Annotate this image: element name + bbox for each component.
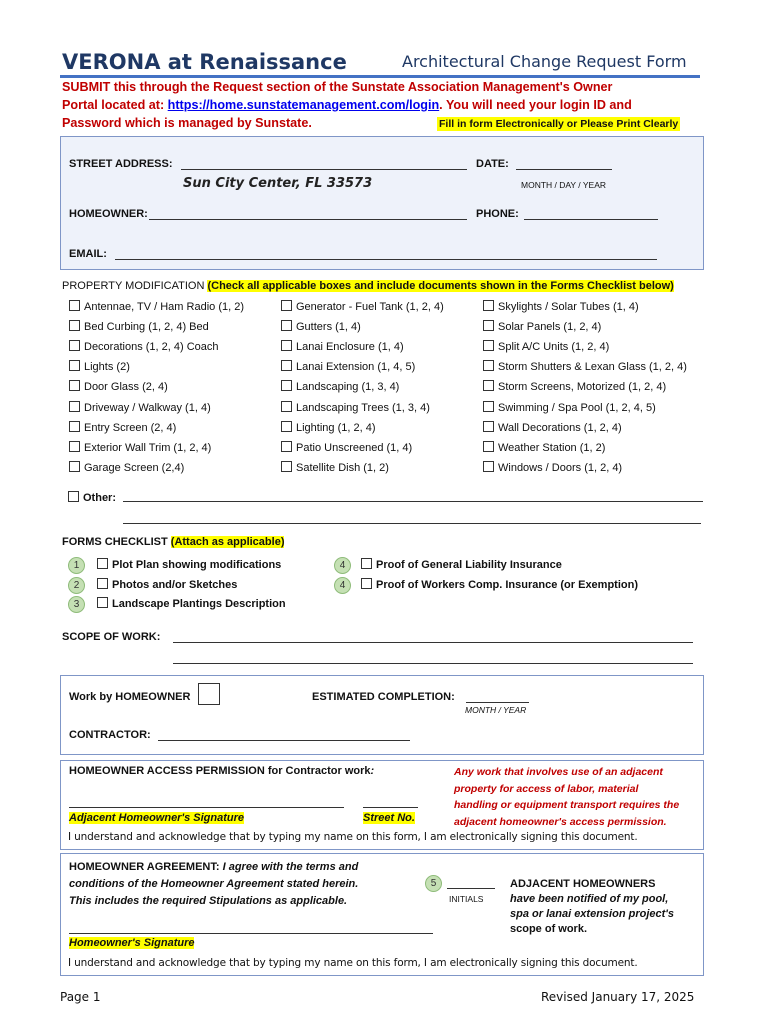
homeowner-field[interactable] [149,209,467,220]
property-modification-heading [62,280,674,292]
modification-option-label: Wall Decorations (1, 2, 4) [498,421,622,434]
modification-checkbox[interactable] [281,441,292,452]
modification-option-label: Gutters (1, 4) [296,321,361,334]
modification-checkbox[interactable] [69,320,80,331]
modification-option[interactable] [69,340,219,353]
access-note [454,764,679,830]
modification-option[interactable] [281,360,415,373]
modification-option-label: Bed Curbing (1, 2, 4) Bed [84,321,209,334]
access-note-line-4: adjacent homeowner's access permission. [454,815,667,828]
modification-checkbox[interactable] [281,401,292,412]
modification-checkbox[interactable] [69,300,80,311]
agreement-title: HOMEOWNER AGREEMENT: [69,861,220,873]
modification-option[interactable] [483,340,609,353]
modification-option[interactable] [281,300,444,313]
contractor-field[interactable] [158,730,410,741]
property-modification-instruction: (Check all applicable boxes and include documents shown in the Forms Checklist below) [207,280,674,292]
modification-option[interactable] [281,340,404,353]
date-label: DATE: [476,158,509,170]
work-box [60,675,704,755]
modification-option[interactable] [281,461,389,474]
modification-checkbox[interactable] [69,461,80,472]
access-permission-colon: : [370,765,375,777]
homeowner-signature-field[interactable] [69,923,433,934]
modification-checkbox[interactable] [483,380,494,391]
modification-option-label: Decorations (1, 2, 4) Coach [84,341,219,354]
modification-option[interactable] [483,300,639,313]
checklist-number-badge: 5 [425,875,442,892]
checklist-number-badge: 4 [334,557,351,574]
agreement-line-1: I agree with the terms and [219,861,359,873]
modification-checkbox[interactable] [483,401,494,412]
forms-checklist-label: FORMS CHECKLIST [62,536,171,548]
modification-option-label: Solar Panels (1, 2, 4) [498,321,602,334]
modification-checkbox[interactable] [483,441,494,452]
modification-option[interactable] [483,360,687,373]
work-by-homeowner-checkbox[interactable] [198,683,220,705]
modification-checkbox[interactable] [281,320,292,331]
adjacent-homeowners-title: ADJACENT HOMEOWNERS [510,878,656,890]
street-address-field[interactable] [181,159,467,170]
modification-option[interactable] [483,320,601,333]
modification-option-label: Entry Screen (2, 4) [84,421,177,434]
estimated-completion-field[interactable] [466,692,529,703]
checklist-item-label: Proof of Workers Comp. Insurance (or Exemption) [376,578,638,591]
modification-checkbox[interactable] [281,421,292,432]
modification-option[interactable] [69,401,211,414]
modification-checkbox[interactable] [69,401,80,412]
modification-option[interactable] [69,421,176,434]
modification-option[interactable] [69,441,211,454]
checklist-checkbox[interactable] [97,578,108,589]
estimated-completion-label: ESTIMATED COMPLETION: [312,691,455,703]
phone-field[interactable] [524,209,658,220]
modification-option[interactable] [69,320,209,333]
modification-option-label: Antennae, TV / Ham Radio (1, 2) [84,301,244,313]
modification-checkbox[interactable] [483,320,494,331]
street-no-label: Street No. [363,812,415,824]
form-title: Architectural Change Request Form [402,52,687,71]
modification-checkbox[interactable] [281,340,292,351]
work-by-homeowner-label: Work by HOMEOWNER [69,691,191,703]
checklist-number-badge: 1 [68,557,85,574]
modification-option[interactable] [69,461,184,474]
modification-option-label: Generator - Fuel Tank (1, 2, 4) [296,301,444,313]
modification-option-label: Lighting (1, 2, 4) [296,421,376,434]
modification-option[interactable] [69,360,130,373]
access-note-line-1: Any work that involves use of an adjacent [454,766,663,778]
street-no-field[interactable] [363,797,418,808]
adjacent-signature-label: Adjacent Homeowner's Signature [69,812,244,824]
modification-checkbox[interactable] [483,461,494,472]
other-field-line-1[interactable] [123,491,703,502]
adjacent-homeowners-note [510,877,674,937]
modification-checkbox[interactable] [69,421,80,432]
submit-line-2-suffix: . You will need your login ID and [439,98,632,112]
modification-option-label: Storm Shutters & Lexan Glass (1, 2, 4) [498,361,687,374]
access-note-line-3: handling or equipment transport requires the [454,799,680,811]
homeowner-label: HOMEOWNER: [69,208,148,220]
checklist-item[interactable] [361,578,638,591]
forms-checklist-heading [62,536,284,548]
checklist-checkbox[interactable] [361,558,372,569]
scope-field-line-1[interactable] [173,632,693,643]
access-acknowledgement: I understand and acknowledge that by typing my name on this form, I am electronically signing this document. [68,831,638,843]
agreement-line-2: conditions of the Homeowner Agreement stated herein. [69,878,359,890]
other-field-line-2[interactable] [123,513,701,524]
modification-option-label: Storm Screens, Motorized (1, 2, 4) [498,381,667,394]
email-field[interactable] [115,249,657,260]
agreement-text [69,859,358,910]
page-number: Page 1 [60,990,101,1004]
adjacent-signature-field[interactable] [69,797,344,808]
checklist-checkbox[interactable] [361,578,372,589]
modification-checkbox[interactable] [483,300,494,311]
scope-field-line-2[interactable] [173,653,693,664]
modification-option[interactable] [483,461,622,474]
modification-checkbox[interactable] [483,360,494,371]
date-field[interactable] [516,159,612,170]
access-permission-heading [69,765,374,777]
email-label: EMAIL: [69,248,107,260]
modification-option-label: Landscaping (1, 3, 4) [296,381,400,394]
modification-option-label: Exterior Wall Trim (1, 2, 4) [84,441,212,454]
modification-checkbox[interactable] [483,421,494,432]
scope-label: SCOPE OF WORK: [62,631,161,643]
modification-option-label: Lights (2) [84,361,130,374]
contractor-label: CONTRACTOR: [69,729,151,741]
agreement-line-3: This includes the required Stipulations as applicable. [69,895,348,907]
adjacent-homeowners-line-2: spa or lanai extension project's [510,908,675,920]
modification-option[interactable] [281,441,412,454]
checklist-item[interactable] [97,597,286,610]
initials-label: INITIALS [449,894,484,904]
property-modification-label: PROPERTY MODIFICATION [62,280,208,292]
fill-note: Fill in form Electronically or Please Print Clearly [439,118,679,130]
modification-option-label: Windows / Doors (1, 2, 4) [498,461,623,474]
submit-line-2-prefix: Portal located at: [62,98,168,112]
adjacent-homeowners-line-3: scope of work. [510,923,588,935]
modification-checkbox[interactable] [69,340,80,351]
page-title: VERONA at Renaissance [62,50,347,74]
modification-option-label: Landscaping Trees (1, 3, 4) [296,401,430,414]
checklist-item-label: Plot Plan showing modifications [112,559,282,571]
modification-option-label: Weather Station (1, 2) [498,441,606,454]
portal-link[interactable]: https://home.sunstatemanagement.com/login [167,98,440,112]
completion-hint: MONTH / YEAR [465,705,527,715]
checklist-item-label: Photos and/or Sketches [112,578,238,591]
modification-option[interactable] [483,380,666,393]
modification-option-label: Skylights / Solar Tubes (1, 4) [498,301,639,313]
modification-option[interactable] [69,380,168,393]
modification-option[interactable] [483,441,605,454]
checklist-number-badge: 2 [68,577,85,594]
access-note-line-2: property for access of labor, material [454,782,639,795]
submit-line-1: SUBMIT this through the Request section of the Sunstate Association Management's Owner [62,80,613,94]
checklist-item[interactable] [97,558,281,571]
adjacent-homeowners-line-1: have been notified of my pool, [510,893,669,905]
modification-option-label: Lanai Enclosure (1, 4) [296,341,404,354]
modification-checkbox[interactable] [281,360,292,371]
checklist-number-badge: 4 [334,577,351,594]
checklist-item-label: Landscape Plantings Description [112,598,286,610]
checklist-checkbox[interactable] [97,558,108,569]
homeowner-signature-label: Homeowner's Signature [69,937,195,949]
modification-option-label: Patio Unscreened (1, 4) [296,441,413,454]
checklist-checkbox[interactable] [97,597,108,608]
modification-option-label: Driveway / Walkway (1, 4) [84,401,211,414]
modification-option-label: Swimming / Spa Pool (1, 2, 4, 5) [498,401,656,414]
date-hint: MONTH / DAY / YEAR [521,180,607,190]
modification-option-label: Lanai Extension (1, 4, 5) [296,361,416,374]
modification-option-label: Satellite Dish (1, 2) [296,461,389,474]
modification-checkbox[interactable] [69,360,80,371]
modification-checkbox[interactable] [281,300,292,311]
modification-option[interactable] [483,401,656,414]
modification-option-label: Garage Screen (2,4) [84,461,185,474]
forms-checklist-attach: (Attach as applicable) [170,536,285,548]
street-address-label: STREET ADDRESS: [69,158,173,170]
modification-checkbox[interactable] [281,461,292,472]
other-label: Other: [83,492,116,504]
revised-date: Revised January 17, 2025 [541,990,695,1004]
modification-option-label: Door Glass (2, 4) [84,381,168,394]
modification-option-label: Split A/C Units (1, 2, 4) [498,341,610,354]
street-address-value[interactable]: Sun City Center, FL 33573 [183,176,373,191]
checklist-number-badge: 3 [68,596,85,613]
modification-option[interactable] [281,401,430,414]
modification-option[interactable] [281,320,361,333]
phone-label: PHONE: [476,208,519,220]
submit-line-3: Password which is managed by Sunstate. [62,116,312,130]
modification-checkbox[interactable] [69,380,80,391]
modification-option[interactable] [483,421,622,434]
initials-field[interactable] [447,878,495,889]
checklist-item[interactable] [97,578,237,591]
access-permission-title: HOMEOWNER ACCESS PERMISSION for Contractor work [69,765,371,777]
checklist-item-label: Proof of General Liability Insurance [376,559,562,571]
modification-option[interactable] [69,300,244,313]
modification-option[interactable] [281,380,399,393]
modification-checkbox[interactable] [69,441,80,452]
agreement-acknowledgement: I understand and acknowledge that by typing my name on this form, I am electronically signing this document. [68,957,638,969]
modification-checkbox[interactable] [483,340,494,351]
other-checkbox[interactable] [68,491,79,502]
checklist-item[interactable] [361,558,562,571]
other-row [68,491,116,504]
modification-checkbox[interactable] [281,380,292,391]
modification-option[interactable] [281,421,376,434]
